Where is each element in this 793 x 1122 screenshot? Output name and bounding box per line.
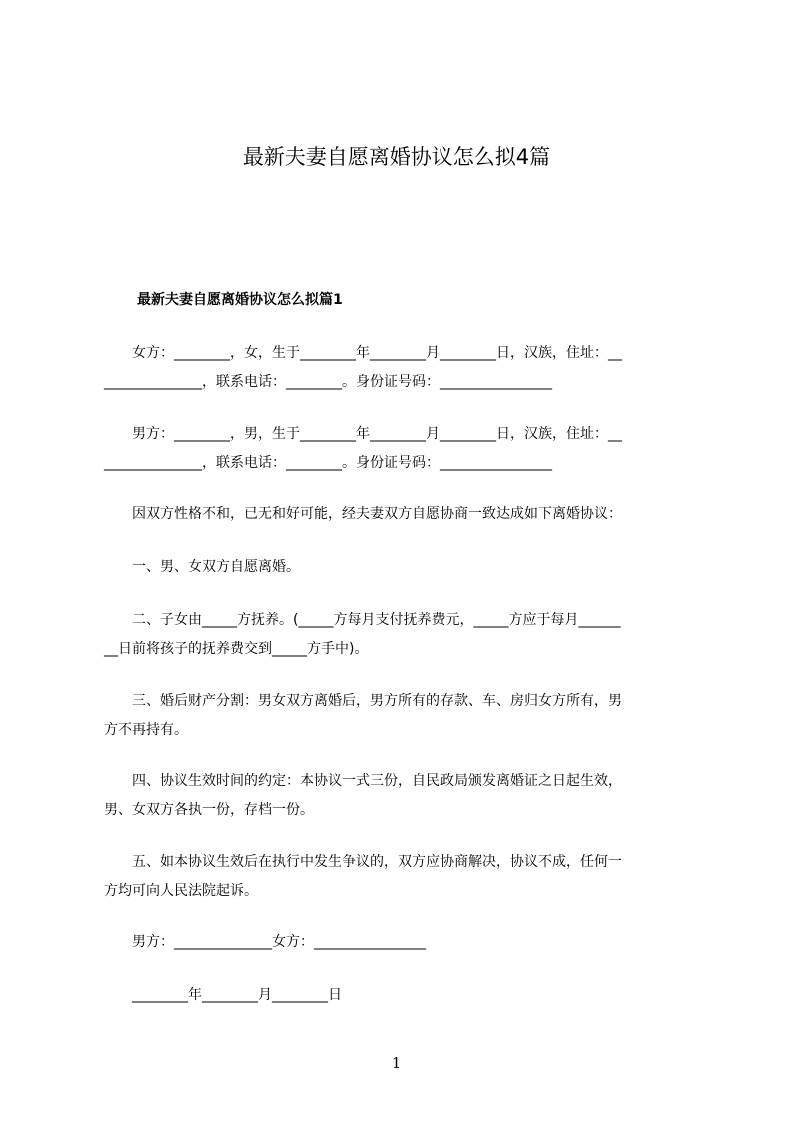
clause-4	[104, 767, 704, 825]
paragraph-line: 三、婚后财产分割：男女双方离婚后，男方所有的存款、车、房归女方所有，男	[104, 693, 622, 709]
paragraph-line: ________年________月________日	[104, 987, 342, 1003]
paragraph-female-party	[104, 339, 704, 397]
paragraph-male-party	[104, 420, 704, 478]
paragraph-line: 一、男、女双方自愿离婚。	[104, 559, 300, 575]
paragraph-line: 男、女双方各执一份，存档一份。	[104, 802, 314, 818]
paragraph-line: ______________，联系电话：________。身份证号码：________________	[104, 455, 552, 471]
paragraph-line: 二、子女由_____方抚养。(_____方每月支付抚养费元，_____方应于每月______	[104, 612, 621, 628]
paragraph-line: 男方：________，男，生于________年________月________日，汉族，住址：__	[104, 426, 622, 442]
section-heading: 最新夫妻自愿离婚协议怎么拟篇1	[137, 292, 343, 308]
paragraph-line: 女方：________，女，生于________年________月________日，汉族，住址：__	[104, 345, 622, 361]
paragraph-line: __日前将孩子的抚养费交到_____方手中)。	[104, 641, 369, 657]
date-line	[104, 981, 704, 1010]
clause-1	[104, 553, 704, 582]
paragraph-line: ______________，联系电话：________。身份证号码：________________	[104, 374, 552, 390]
paragraph-line: 方均可向人民法院起诉。	[104, 883, 258, 899]
document-title: 最新夫妻自愿离婚协议怎么拟4篇	[242, 145, 551, 169]
clause-2	[104, 606, 704, 664]
clause-5	[104, 848, 704, 906]
paragraph-line: 男方：______________女方：________________	[104, 934, 426, 950]
clause-3	[104, 687, 704, 745]
page-number: 1	[391, 1054, 402, 1072]
paragraph-line: 四、协议生效时间的约定：本协议一式三份，自民政局颁发离婚证之日起生效，	[104, 773, 622, 789]
signature-line	[104, 928, 704, 957]
paragraph-preamble	[104, 500, 704, 529]
paragraph-line: 方不再持有。	[104, 722, 188, 738]
paragraph-line: 五、如本协议生效后在执行中发生争议的，双方应协商解决，协议不成，任何一	[104, 854, 622, 870]
paragraph-line: 因双方性格不和，已无和好可能，经夫妻双方自愿协商一致达成如下离婚协议：	[104, 506, 622, 522]
